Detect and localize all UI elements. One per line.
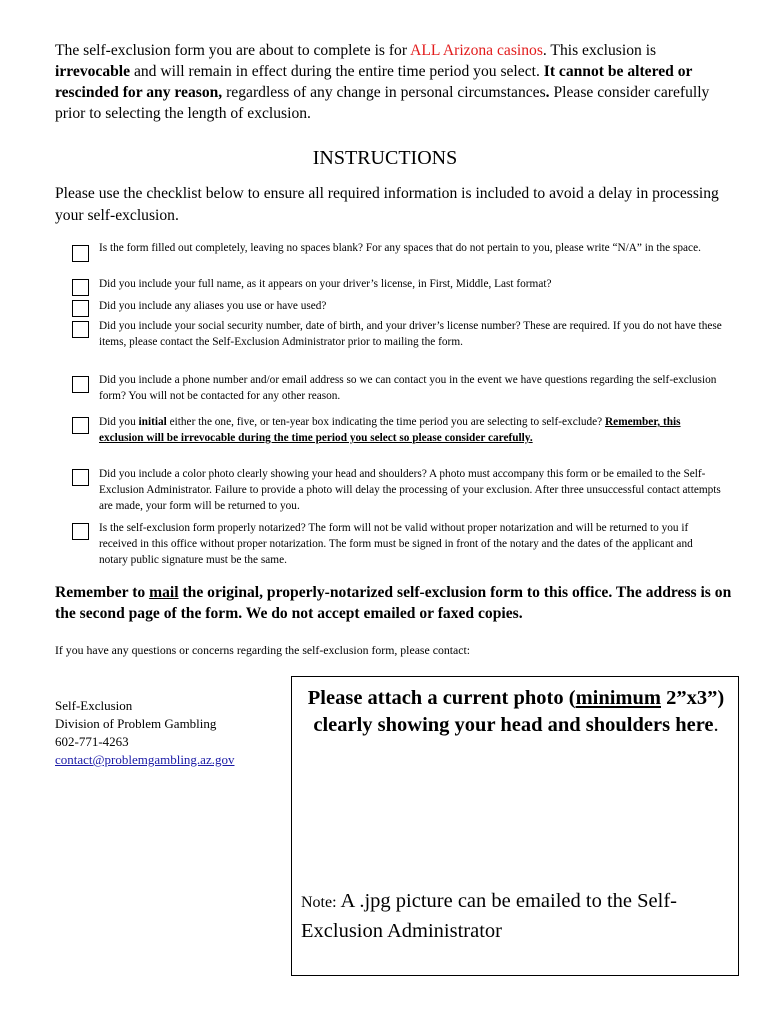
photo-text: Please attach a current photo ( xyxy=(307,687,576,709)
checklist-item-text xyxy=(99,414,724,446)
reminder-underline-mail: mail xyxy=(149,584,179,601)
checklist-text-part: Did you xyxy=(99,416,139,428)
checklist-item-text: Did you include any aliases you use or have used? xyxy=(99,300,327,312)
checklist-checkbox[interactable] xyxy=(72,245,89,262)
intro-text: regardless of any change in personal circumstances xyxy=(222,84,546,101)
intro-bold-irrevocable: irrevocable xyxy=(55,63,131,80)
note-text: A .jpg picture can be emailed to the Self-Exclusion Administrator xyxy=(301,890,677,942)
photo-attachment-box xyxy=(291,676,739,976)
intro-text: and will remain in effect during the entire time period you select. xyxy=(130,63,544,80)
intro-text: . This exclusion is xyxy=(542,42,657,59)
checklist-item-text: Did you include a phone number and/or email address so we can contact you in the event we have questions regarding the self-exclusion form? You will not be contacted for any other reason. xyxy=(99,374,717,402)
intro-highlight-red: ALL Arizona casinos xyxy=(410,42,543,59)
checklist-text-part: either the one, five, or ten-year box indicating the time period you are selecting to self-exclude? xyxy=(166,416,606,428)
reminder-text: Remember to xyxy=(55,584,150,601)
checklist-item-text: Did you include your full name, as it appears on your driver’s license, in First, Middle, Last format? xyxy=(99,278,552,290)
photo-note xyxy=(301,887,731,945)
checklist-item-text: Did you include your social security number, date of birth, and your driver’s license number? These are required. If you do not have these items, please contact the Self-Exclusion Administrator prior to mailing the form. xyxy=(99,320,722,348)
checklist-checkbox[interactable] xyxy=(72,469,89,486)
intro-text: Please consider carefully prior to selecting the length of exclusion. xyxy=(55,84,710,122)
checklist-checkbox[interactable] xyxy=(72,300,89,317)
contact-name: Self-Exclusion xyxy=(55,698,133,713)
intro-bold-warning: It cannot be altered or rescinded for any reason, xyxy=(55,63,693,101)
contact-division: Division of Problem Gambling xyxy=(55,716,217,731)
photo-instructions xyxy=(302,685,730,739)
note-label: Note: xyxy=(301,894,337,911)
intro-text: The self-exclusion form you are about to complete is for xyxy=(55,42,411,59)
checklist-item-text: Is the self-exclusion form properly notarized? The form will not be valid without proper notarization and will be returned to you if received in this office without proper notarization. The form must be signed in front of the notary and the dates of the applicant and notary public signature must be the same. xyxy=(99,522,693,566)
checklist-checkbox[interactable] xyxy=(72,321,89,338)
contact-block xyxy=(55,697,285,769)
mail-reminder xyxy=(55,582,735,624)
contact-phone: 602-771-4263 xyxy=(55,734,129,749)
checklist-lead: Please use the checklist below to ensure all required information is included to avoid a delay in processing your self-exclusion. xyxy=(55,185,719,224)
checklist-checkbox[interactable] xyxy=(72,279,89,296)
checklist-bold-reminder: Remember, this exclusion will be irrevocable during the time period you select so please consider carefully. xyxy=(99,416,681,444)
intro-paragraph xyxy=(55,40,735,124)
contact-email-link[interactable]: contact@problemgambling.az.gov xyxy=(55,752,235,767)
photo-period: . xyxy=(713,714,719,736)
checklist-item-text: Did you include a color photo clearly showing your head and shoulders? A photo must accompany this form or be emailed to the Self-Exclusion Administrator. Failure to provide a photo will delay the processing of your exclusion. After three unsuccessful contact attempts are made, your form will be returned to you. xyxy=(99,468,721,512)
checklist-bold-initial: initial xyxy=(138,416,167,428)
contact-prompt: If you have any questions or concerns regarding the self-exclusion form, please contact: xyxy=(55,643,471,657)
checklist-item-text: Is the form filled out completely, leaving no spaces blank? For any spaces that do not pertain to you, please write “N/A” in the space. xyxy=(99,242,701,254)
checklist-checkbox[interactable] xyxy=(72,417,89,434)
photo-underline-minimum: minimum xyxy=(575,687,661,709)
section-heading: INSTRUCTIONS xyxy=(312,147,458,169)
reminder-text: the original, properly-notarized self-exclusion form to this office. The address is on the second page of the form. We do not accept emailed or faxed copies. xyxy=(55,584,732,622)
intro-bold-period: . xyxy=(545,84,550,101)
photo-text: 2”x3”) clearly showing your head and shoulders here xyxy=(313,687,725,736)
checklist-checkbox[interactable] xyxy=(72,523,89,540)
checklist-checkbox[interactable] xyxy=(72,376,89,393)
